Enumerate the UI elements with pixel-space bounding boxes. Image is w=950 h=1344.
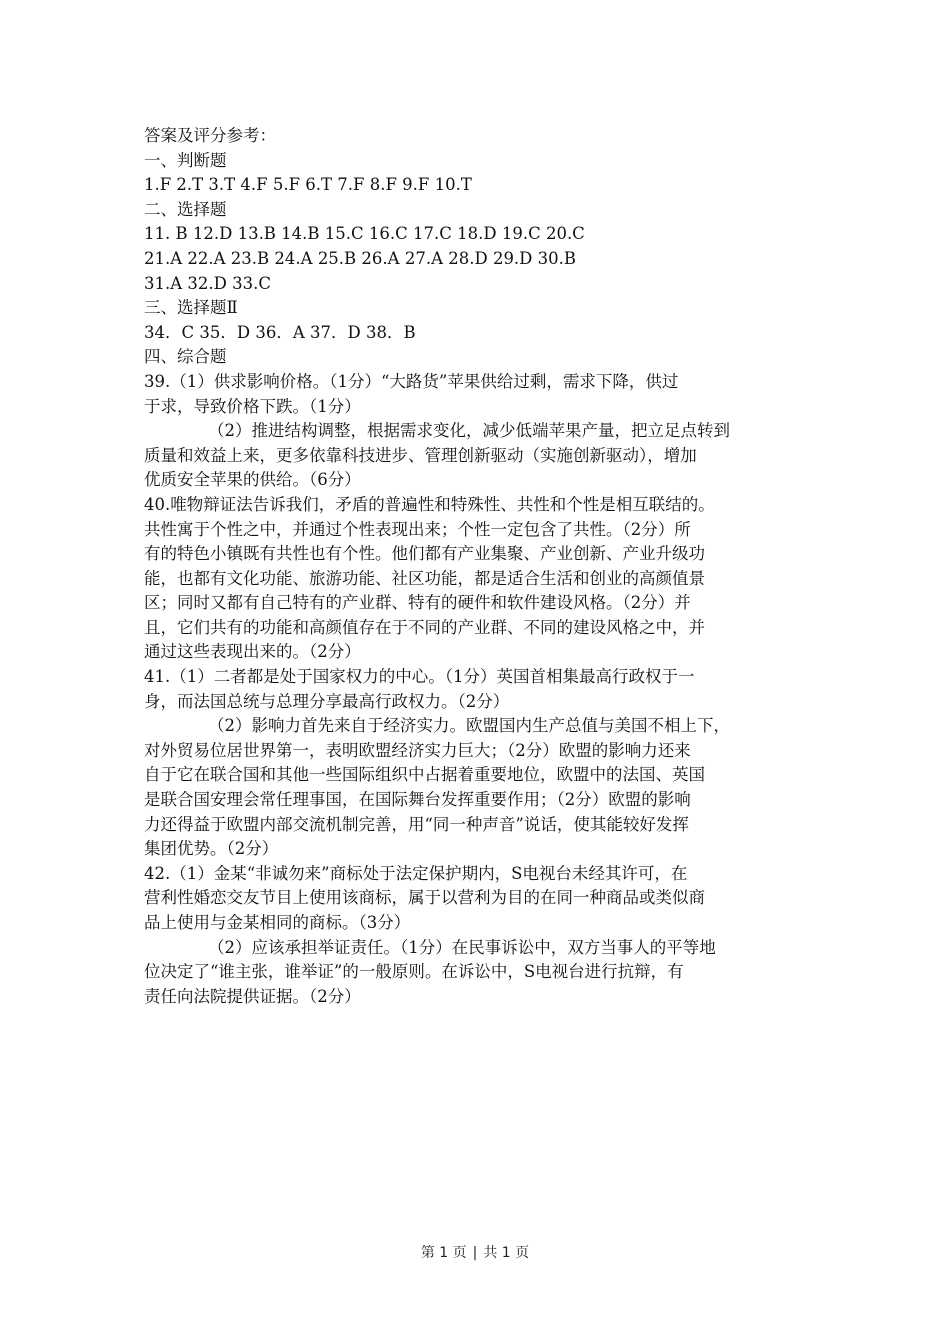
text-line: 集团优势。（2分） [144, 839, 279, 859]
text-line: 有的特色小镇既有共性也有个性。他们都有产业集聚、产业创新、产业升级功 [144, 544, 705, 564]
text-line: （2）推进结构调整，根据需求变化，减少低端苹果产量，把立足点转到 [208, 421, 730, 441]
text-line: 三、选择题Ⅱ [144, 298, 238, 318]
text-line: 区；同时又都有自己特有的产业群、特有的硬件和软件建设风格。（2分）并 [144, 593, 691, 613]
text-line: 1.F 2.T 3.T 4.F 5.F 6.T 7.F 8.F 9.F 10.T [144, 175, 472, 195]
text-line: 31.A 32.D 33.C [144, 273, 271, 293]
footer-separator: | [472, 1245, 478, 1261]
text-line: 位决定了“谁主张，谁举证”的一般原则。在诉讼中，S电视台进行抗辩，有 [144, 962, 684, 982]
page-total: 共 1 页 [483, 1245, 530, 1261]
text-line: 一、判断题 [144, 150, 227, 170]
text-line: 41.（1）二者都是处于国家权力的中心。（1分）英国首相集最高行政权于一 [144, 667, 695, 687]
text-line: 21.A 22.A 23.B 24.A 25.B 26.A 27.A 28.D 29.D 30.B [144, 248, 577, 268]
text-line: 四、综合题 [144, 347, 227, 367]
text-line: 通过这些表现出来的。（2分） [144, 642, 361, 662]
text-line: 42.（1）金某“非诚勿来”商标处于法定保护期内，S电视台未经其许可，在 [144, 863, 688, 883]
text-line: 答案及评分参考： [144, 126, 276, 145]
text-line: （2）影响力首先来自于经济实力。欧盟国内生产总值与美国不相上下， [208, 716, 730, 736]
text-line: 营利性婚恋交友节目上使用该商标，属于以营利为目的在同一种商品或类似商 [144, 888, 705, 908]
text-line: 共性寓于个性之中，并通过个性表现出来；个性一定包含了共性。（2分）所 [144, 519, 691, 539]
text-line: 优质安全苹果的供给。（6分） [144, 470, 361, 490]
text-line: 11. B 12.D 13.B 14.B 15.C 16.C 17.C 18.D 19.C 20.C [144, 224, 585, 244]
text-line: 是联合国安理会常任理事国，在国际舞台发挥重要作用；（2分）欧盟的影响 [144, 790, 691, 810]
text-line: 39.（1）供求影响价格。（1分）“大路货”苹果供给过剩，需求下降，供过 [144, 371, 679, 391]
text-line: 能，也都有文化功能、旅游功能、社区功能，都是适合生活和创业的高颜值景 [144, 568, 705, 588]
text-line: 40.唯物辩证法告诉我们，矛盾的普遍性和特殊性、共性和个性是相互联结的。 [144, 494, 715, 514]
text-line: 身，而法国总统与总理分享最高行政权力。（2分） [144, 691, 510, 711]
answer-document [144, 124, 808, 1009]
page-number: 第 1 页 [420, 1245, 467, 1261]
page-footer [0, 1243, 950, 1263]
text-line: （2）应该承担举证责任。（1分）在民事诉讼中，双方当事人的平等地 [208, 937, 716, 957]
text-line: 品上使用与金某相同的商标。（3分） [144, 913, 411, 932]
text-line: 质量和效益上来，更多依靠科技进步、管理创新驱动（实施创新驱动），增加 [144, 445, 697, 465]
text-line: 34．C 35．D 36．A 37．D 38．B [144, 322, 416, 342]
text-line: 二、选择题 [144, 199, 227, 219]
text-line: 对外贸易位居世界第一，表明欧盟经济实力巨大；（2分）欧盟的影响力还来 [144, 740, 691, 760]
text-line: 力还得益于欧盟内部交流机制完善，用“同一种声音”说话，使其能较好发挥 [144, 814, 689, 834]
text-line: 自于它在联合国和其他一些国际组织中占据着重要地位，欧盟中的法国、英国 [144, 765, 705, 785]
text-line: 于求，导致价格下跌。（1分） [144, 396, 361, 416]
text-line: 责任向法院提供证据。（2分） [144, 986, 361, 1006]
text-line: 且，它们共有的功能和高颜值存在于不同的产业群、不同的建设风格之中，并 [144, 617, 705, 637]
